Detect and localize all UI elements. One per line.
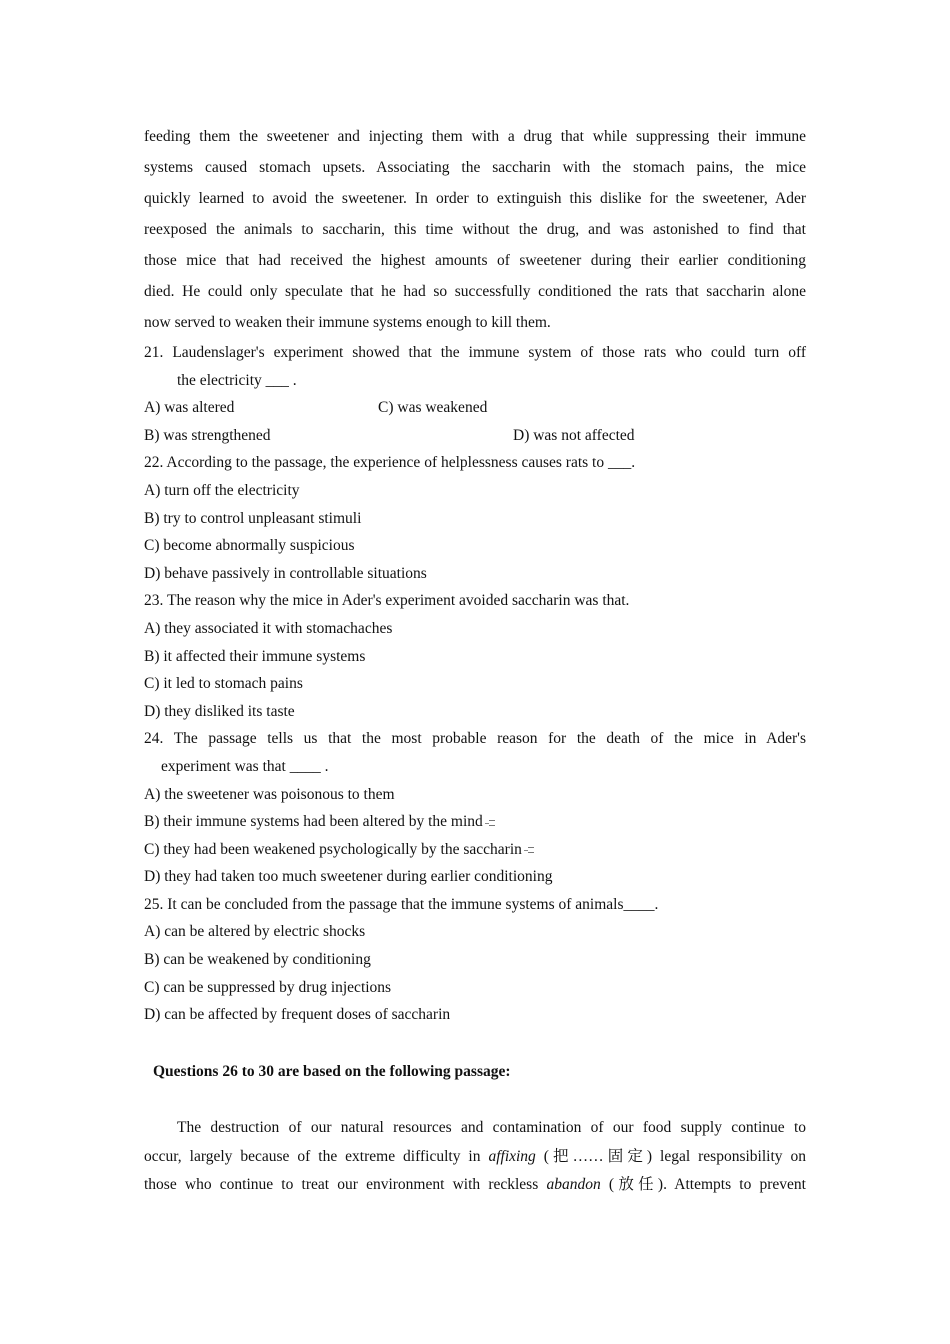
question-21-options-row-2	[144, 422, 806, 450]
passage-line: reexposed the animals to saccharin, this time without the drug, and was astonished to find that	[144, 221, 806, 238]
option-25-a: A) can be altered by electric shocks	[144, 923, 366, 941]
option-24-a: A) the sweetener was poisonous to them	[144, 785, 395, 803]
passage-line	[144, 1171, 806, 1200]
paragraph-mark-icon	[485, 819, 495, 827]
question-21-stem: 21. Laudenslager's experiment showed that the immune system of those rats who could turn off	[144, 344, 806, 361]
option-24-c: C) they had been weakened psychologically by the saccharin	[144, 840, 522, 858]
option-21-a: A) was altered	[144, 399, 235, 417]
passage-line: systems caused stomach upsets. Associating the saccharin with the stomach pains, the mice	[144, 159, 806, 176]
text-run: (放任). Attempts to prevent	[600, 1176, 806, 1194]
option-23-d: D) they disliked its taste	[144, 702, 295, 720]
passage-1	[144, 121, 806, 338]
question-25-stem: 25. It can be concluded from the passage that the immune systems of animals____.	[144, 895, 659, 913]
question-24-stem-cont: experiment was that ____ .	[161, 757, 329, 775]
question-24-stem: 24. The passage tells us that the most probable reason for the death of the mice in Ader's	[144, 730, 806, 748]
text-run: occur, largely because of the extreme difficulty in	[144, 1147, 489, 1165]
question-23-stem: 23. The reason why the mice in Ader's experiment avoided saccharin was that.	[144, 592, 630, 610]
option-21-d: D) was not affected	[513, 426, 635, 444]
question-22-stem: 22. According to the passage, the experience of helplessness causes rats to ___.	[144, 454, 636, 472]
option-22-d: D) behave passively in controllable situations	[144, 564, 427, 582]
option-22-b: B) try to control unpleasant stimuli	[144, 509, 362, 527]
option-24-c-line	[144, 836, 806, 864]
option-24-d: D) they had taken too much sweetener during earlier conditioning	[144, 868, 553, 886]
passage-line: those mice that had received the highest amounts of sweetener during their earlier conditioning	[144, 252, 806, 269]
option-22-c: C) become abnormally suspicious	[144, 537, 355, 555]
passage-line: The destruction of our natural resources and contamination of our food supply continue to	[177, 1119, 806, 1136]
text-run: (把……固定) legal responsibility on	[535, 1147, 806, 1165]
passage-line	[144, 1143, 806, 1172]
option-21-b: B) was strengthened	[144, 426, 271, 444]
passage-line: feeding them the sweetener and injecting them with a drug that while suppressing their immune	[144, 128, 806, 145]
option-24-b-line	[144, 808, 806, 836]
option-23-b: B) it affected their immune systems	[144, 647, 366, 665]
option-22-a: A) turn off the electricity	[144, 481, 300, 499]
option-25-c: C) can be suppressed by drug injections	[144, 978, 392, 996]
option-25-d: D) can be affected by frequent doses of saccharin	[144, 1006, 451, 1024]
question-21-options-row-1	[144, 394, 806, 422]
option-21-c: C) was weakened	[378, 399, 488, 417]
paragraph-mark-icon	[524, 846, 534, 854]
text-run: those who continue to treat our environment with reckless	[144, 1176, 547, 1194]
option-23-c: C) it led to stomach pains	[144, 675, 303, 693]
passage-line: died. He could only speculate that he had so successfully conditioned the rats that saccharin alone	[144, 283, 806, 300]
question-21-stem-cont: the electricity ___ .	[177, 371, 297, 389]
option-23-a: A) they associated it with stomachaches	[144, 619, 393, 637]
passage-line: quickly learned to avoid the sweetener. In order to extinguish this dislike for the sweetener, Ader	[144, 190, 806, 207]
section-heading: Questions 26 to 30 are based on the following passage:	[153, 1063, 511, 1080]
option-25-b: B) can be weakened by conditioning	[144, 951, 371, 969]
questions-21-25	[144, 339, 806, 1029]
passage-line: now served to weaken their immune systems enough to kill them.	[144, 314, 551, 331]
option-24-b: B) their immune systems had been altered by the mind	[144, 813, 483, 831]
passage-2	[144, 1114, 806, 1200]
italic-term: abandon	[546, 1176, 601, 1194]
italic-term: affixing	[488, 1147, 536, 1165]
